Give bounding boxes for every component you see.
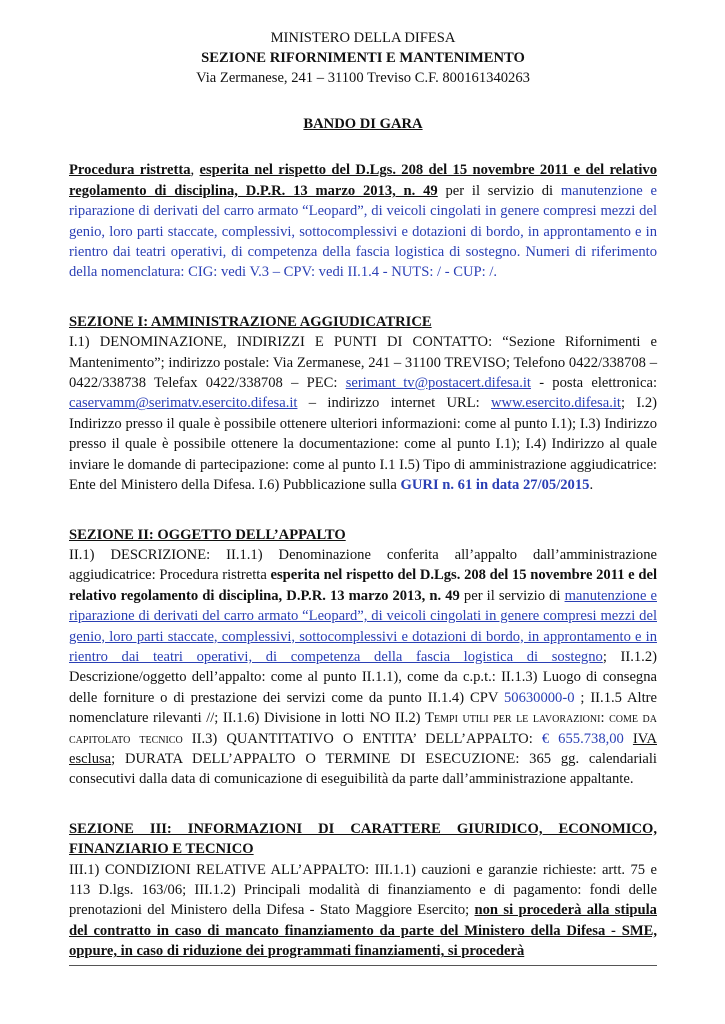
intro-sep: , (190, 162, 200, 179)
vat-note: IVA esclusa (69, 730, 657, 767)
section-2-legal-basis: esperita nel rispetto del D.Lgs. 208 del 15 novembre 2011 e del relativo regolamento di disciplina, D.P.R. 13 marzo 2013, n. 49 (69, 567, 657, 604)
section-1-heading: SEZIONE I: AMMINISTRAZIONE AGGIUDICATRICE (69, 313, 432, 330)
section-1-text-a: I.1) DENOMINAZIONE, INDIRIZZI E PUNTI DI CONTATTO: “Sezione Rifornimenti e Mantenimento”; indirizzo postale: Via Zermanese, 241 – 31100 TREVISO; Telefono 0422/338708 – 0422/338738 Telefax 0422/338708 – PEC: (69, 334, 657, 392)
ministry-name: MINISTERO DELLA DIFESA (270, 30, 456, 46)
intro-procedure: Procedura ristretta (69, 162, 191, 179)
section-1-text-c: – indirizzo internet URL: (297, 395, 491, 412)
office-address: Via Zermanese, 241 – 31100 Treviso C.F. 800161340263 (196, 70, 530, 86)
section-1-text-b: - posta elettronica: (530, 375, 657, 392)
email-link[interactable]: caservamm@serimatv.esercito.difesa.it (69, 395, 298, 412)
financing-condition: non si procederà alla stipula del contratto in caso di mancato finanziamento da parte del Ministero della Difesa - SME, oppure, in caso di riduzione dei programmati finanziamenti, si procederà (69, 902, 657, 960)
section-2-body (69, 545, 657, 790)
footer-rule (69, 965, 657, 966)
timing-note: Tempi utili per le lavorazioni: come da capitolato tecnico (69, 710, 657, 747)
contract-amount: € 655.738,00 (541, 730, 624, 747)
page-title: BANDO DI GARA (303, 116, 423, 132)
section-office-name: SEZIONE RIFORNIMENTI E MANTENIMENTO (201, 50, 525, 66)
pec-email-link[interactable]: serimant_tv@postacert.difesa.it (345, 375, 531, 392)
section-2-text-c: ; II.1.2) Descrizione/oggetto dell’appalto: come al punto II.1.1), come da c.p.t.: II.1.3) Luogo di consegna delle forniture o di prestazione dei servizi come da punto II.1.4) CPV (69, 648, 657, 706)
intro-service-description: manutenzione e riparazione di derivati del carro armato “Leopard”, di veicoli cingolati in genere compresi mezzi del genio, loro parti staccate, complessivi, sottocomplessivi e dotazioni di bordo, in approntamento e in rientro dai teatri operativi, di competenza della fascia logistica di sostegno. Numeri di riferimento della nomenclatura: CIG: vedi V.3 – CPV: vedi II.1.4 - NUTS: / - CUP: /. (69, 182, 657, 281)
intro-service-label: per il servizio di (437, 182, 561, 199)
section-2-text-d: ; II.1.5 Altre nomenclature rilevanti //; II.1.6) Divisione in lotti NO II.2) (69, 689, 657, 727)
intro-legal-basis: esperita nel rispetto del D.Lgs. 208 del 15 novembre 2011 e del relativo regolamento di disciplina, D.P.R. 13 marzo 2013, n. 49 (69, 162, 658, 199)
guri-reference: GURI n. 61 in data 27/05/2015 (400, 477, 590, 494)
section-3-text-a: III.1) CONDIZIONI RELATIVE ALL’APPALTO: III.1.1) cauzioni e garanzie richieste: artt. 75 e 113 D.lgs. 163/06; III.1.2) Principali modalità di finanziamento e di pagamento: fondi delle prenotazioni del Ministero della Difesa - Stato Maggiore Esercito; (69, 861, 657, 919)
section-2-heading: SEZIONE II: OGGETTO DELL’APPALTO (69, 526, 346, 543)
service-description-link[interactable]: manutenzione e riparazione di derivati del carro armato “Leopard”, di veicoli cingolati in genere compresi mezzi del genio, loro parti staccate, complessivi, sottocomplessivi e dotazioni di bordo, in approntamento e in rientro dai teatri operativi, di competenza della fascia logistica di sostegno (69, 587, 657, 665)
section-2-text-e: II.3) QUANTITATIVO O ENTITA’ DELL’APPALTO: (182, 730, 542, 747)
cpv-code: 50630000-0 (503, 689, 575, 706)
section-2-text-g: ; DURATA DELL’APPALTO O TERMINE DI ESECUZIONE: 365 gg. calendariali consecutivi dalla data di comunicazione di eseguibilità da parte dall’amministrazione appaltante. (69, 750, 657, 788)
section-2-text-f (624, 731, 633, 747)
document-header (69, 28, 657, 88)
section-2-text-b: per il servizio di (459, 587, 565, 604)
section-1-text-d: ; I.2) Indirizzo presso il quale è possibile ottenere ulteriori informazioni: come al punto I.1); I.3) Indirizzo presso il quale è possibile ottenere la documentazione: come al punto I.1); I.4) Indirizzo al quale inviare le domande di partecipazione: come al punto I.1 I.5) Tipo di amministrazione aggiudicatrice: Ente del Ministero della Difesa. I.6) Pubblicazione sulla (69, 395, 657, 494)
section-3-body (69, 860, 657, 962)
intro-paragraph (69, 160, 657, 282)
section-3-heading: SEZIONE III: INFORMAZIONI DI CARATTERE GIURIDICO, ECONOMICO, FINANZIARIO E TECNICO (69, 820, 657, 858)
section-1-body (69, 332, 657, 495)
section-1-text-e: . (589, 477, 594, 494)
website-link[interactable]: www.esercito.difesa.it (491, 395, 621, 412)
section-2-text-a: II.1) DESCRIZIONE: II.1.1) Denominazione conferita all’appalto dall’amministrazione aggiudicatrice: Procedura ristretta (69, 546, 657, 584)
document-page (69, 28, 657, 962)
